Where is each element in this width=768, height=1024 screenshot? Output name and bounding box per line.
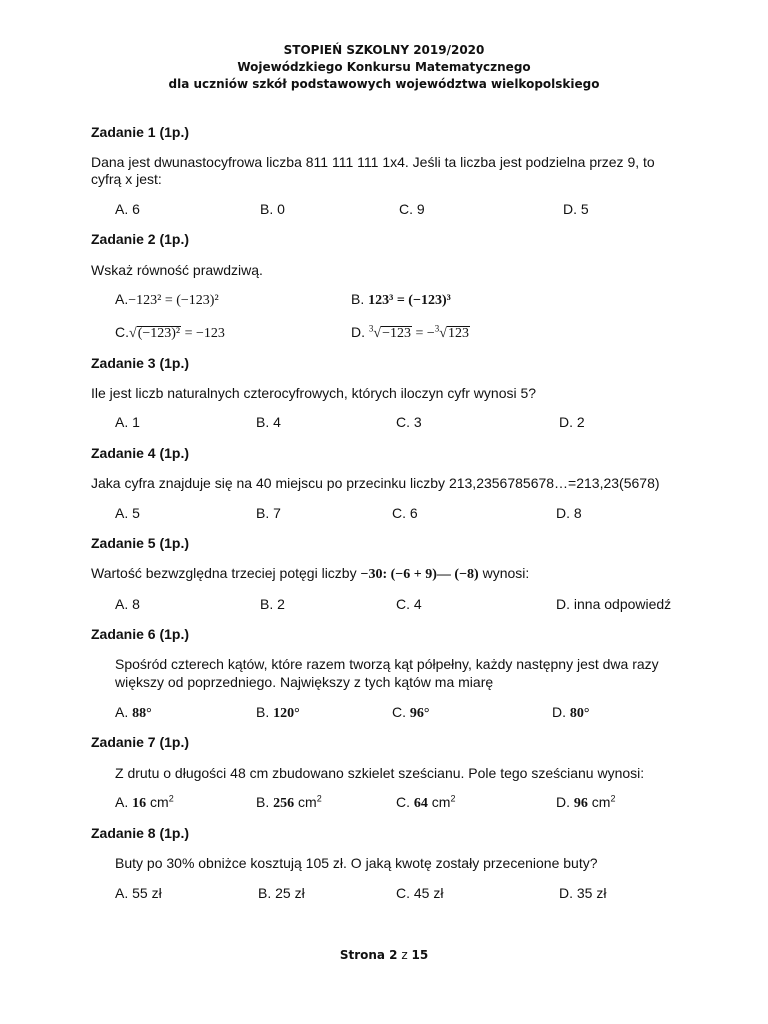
page-footer [0,948,768,962]
task-6-option-c-value: 96° [409,706,430,721]
page-total: 15 [411,948,429,962]
cube-root-index: 3 [368,323,374,334]
task-3-option-c: C. 3 [396,414,422,430]
task-5-question [91,565,529,583]
task-6-option-a [115,704,152,722]
task-7-option-d-value: 96 [573,796,588,811]
task-8-option-c: C. 45 zł [396,885,444,901]
document-header [0,42,768,93]
page-number: 2 [389,948,398,962]
task-5-expression: −30: (−6 + 9)— (−8) [360,567,479,582]
unit-cm: cm [427,794,451,810]
task-6-option-d-value: 80° [569,706,590,721]
task-3-title: Zadanie 3 (1p.) [91,355,190,371]
sqrt-symbol: √ [439,326,447,341]
task-2-option-c-label: C. [115,324,129,340]
task-2-option-b-formula: 123³ = (−123)³ [368,293,451,308]
task-2-option-d-radicand-2: 123 [447,326,469,341]
unit-cm: cm [146,794,169,810]
task-6-option-d-label: D. [552,704,570,720]
sqrt-symbol: √ [129,326,137,341]
task-1-option-b: B. 0 [260,201,285,217]
footer-prefix: Strona [339,948,390,962]
task-7-option-b-value: 256 [273,796,295,811]
task-7-option-b [256,794,322,812]
task-7-question: Z drutu o długości 48 cm zbudowano szkielet sześcianu. Pole tego sześcianu wynosi: [115,765,645,781]
task-1-question-line-2: cyfrą x jest: [91,171,162,187]
task-4-option-c: C. 6 [392,505,418,521]
cube-root-index: 3 [434,323,440,334]
task-2-option-d-radicand: −123 [382,326,411,341]
task-2-option-a [115,291,219,309]
task-2-option-b-label: B. [351,291,369,307]
task-5-question-text: Wartość bezwzględna trzeciej potęgi liczby [91,565,361,581]
task-5-title: Zadanie 5 (1p.) [91,535,190,551]
task-8-option-b: B. 25 zł [258,885,305,901]
header-line-1: STOPIEŃ SZKOLNY 2019/2020 [283,43,485,57]
task-6-option-b [256,704,300,722]
task-7-option-a-value: 16 [132,796,147,811]
task-7-option-d-label: D. [556,794,574,810]
task-4-option-b: B. 7 [256,505,281,521]
task-6-title: Zadanie 6 (1p.) [91,626,190,642]
task-2-option-a-label: A. [115,291,129,307]
unit-cm: cm [294,794,317,810]
task-3-option-d: D. 2 [559,414,585,430]
header-line-3: dla uczniów szkół podstawowych województwa wielkopolskiego [168,77,600,91]
task-4-option-d: D. 8 [556,505,582,521]
task-2-question: Wskaż równość prawdziwą. [91,262,263,278]
task-1-option-d: D. 5 [563,201,589,217]
task-2-option-c [115,324,225,342]
unit-exponent: 2 [610,793,616,804]
task-7-option-b-label: B. [256,794,274,810]
header-line-2: Wojewódzkiego Konkursu Matematycznego [237,60,531,74]
unit-cm: cm [587,794,611,810]
task-8-question: Buty po 30% obniżce kosztują 105 zł. O jaką kwotę zostały przecenione buty? [115,855,598,871]
unit-exponent: 2 [316,793,322,804]
task-3-question: Ile jest liczb naturalnych czterocyfrowych, których iloczyn cyfr wynosi 5? [91,385,537,401]
task-7-option-c-value: 64 [413,796,428,811]
task-6-option-c [392,704,430,722]
task-3-option-a: A. 1 [115,414,140,430]
task-6-option-c-label: C. [392,704,410,720]
task-1-option-a: A. 6 [115,201,140,217]
task-1-question-line-1: Dana jest dwunastocyfrowa liczba 811 111 111 1x4. Jeśli ta liczba jest podzielna przez 9, to [91,154,655,170]
task-1-option-c: C. 9 [399,201,425,217]
task-6-option-b-value: 120° [273,706,300,721]
task-8-option-a: A. 55 zł [115,885,162,901]
task-2-option-c-radicand: (−123)² [137,326,181,341]
task-5-option-c: C. 4 [396,596,422,612]
task-8-option-d: D. 35 zł [559,885,607,901]
task-2-option-d-middle: = − [411,326,435,341]
task-8-title: Zadanie 8 (1p.) [91,825,190,841]
task-6-question-line-1: Spośród czterech kątów, które razem tworzą kąt półpełny, każdy następny jest dwa razy [115,656,659,672]
task-7-title: Zadanie 7 (1p.) [91,734,190,750]
task-6-option-d [552,704,590,722]
task-7-option-a [115,794,174,812]
task-7-option-c-label: C. [396,794,414,810]
task-5-question-end: wynosi: [478,565,530,581]
task-5-option-a: A. 8 [115,596,140,612]
task-1-title: Zadanie 1 (1p.) [91,124,190,140]
task-2-option-d-label: D. [351,324,369,340]
task-5-option-d: D. inna odpowiedź [556,596,672,612]
task-7-option-a-label: A. [115,794,133,810]
task-2-title: Zadanie 2 (1p.) [91,231,190,247]
task-4-option-a: A. 5 [115,505,140,521]
task-2-option-b [351,291,451,309]
task-4-title: Zadanie 4 (1p.) [91,445,190,461]
task-7-option-c [396,794,455,812]
unit-exponent: 2 [450,793,456,804]
unit-exponent: 2 [168,793,174,804]
task-6-option-a-label: A. [115,704,133,720]
task-6-option-a-value: 88° [132,706,152,721]
task-2-option-d [351,324,470,342]
task-6-question-line-2: większy od poprzedniego. Największy z tych kątów ma miarę [115,674,494,690]
task-7-option-d [556,794,615,812]
task-3-option-b: B. 4 [256,414,281,430]
task-2-option-c-result: = −123 [181,326,225,341]
footer-separator: z [397,948,412,962]
task-5-option-b: B. 2 [260,596,285,612]
task-6-option-b-label: B. [256,704,274,720]
sqrt-symbol: √ [373,326,382,341]
task-4-question: Jaka cyfra znajduje się na 40 miejscu po przecinku liczby 213,2356785678…=213,23(5678) [91,475,660,491]
task-2-option-a-formula: −123² = (−123)² [128,293,219,308]
